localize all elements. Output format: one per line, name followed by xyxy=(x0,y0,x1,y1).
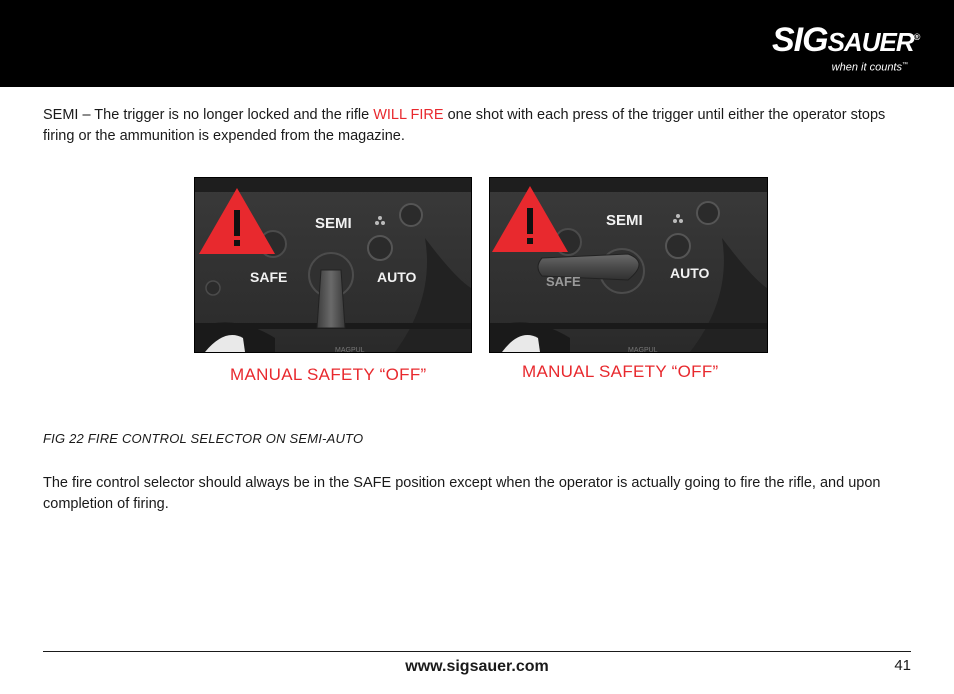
page-header xyxy=(0,0,954,87)
sig-sauer-logo xyxy=(772,20,920,78)
semi-label: SEMI xyxy=(606,212,643,229)
figure-caption: FIG 22 FIRE CONTROL SELECTOR ON SEMI-AUTO xyxy=(43,431,364,446)
will-fire-highlight: WILL FIRE xyxy=(373,107,444,123)
auto-label: AUTO xyxy=(670,265,710,281)
logo-tagline: when it counts™ xyxy=(831,61,908,74)
semi-description: SEMI – The trigger is no longer locked and the rifle WILL FIRE one shot with each press of the trigger until either the operator stops firing or the ammunition is expended from the magazine. xyxy=(43,107,886,144)
photo-2-caption: MANUAL SAFETY “OFF” xyxy=(522,362,719,381)
magpul-label: MAGPUL xyxy=(335,347,365,352)
page-number: 41 xyxy=(894,657,911,674)
safe-position-note: The fire control selector should always be in the SAFE position except when the operator is actually going to fire the rifle, and upon completion of firing. xyxy=(43,475,881,512)
safe-label: SAFE xyxy=(546,274,581,289)
magpul-label: MAGPUL xyxy=(628,347,658,352)
safe-label: SAFE xyxy=(250,269,288,285)
logo-wordmark: SIGSAUER® xyxy=(772,21,920,59)
selector-photo-1 xyxy=(194,177,472,353)
photo-1-caption: MANUAL SAFETY “OFF” xyxy=(230,365,427,384)
semi-label: SEMI xyxy=(315,215,352,232)
footer-website: www.sigsauer.com xyxy=(405,658,549,675)
selector-photo-2 xyxy=(489,177,768,353)
auto-label: AUTO xyxy=(377,269,417,285)
footer-divider xyxy=(43,651,911,652)
